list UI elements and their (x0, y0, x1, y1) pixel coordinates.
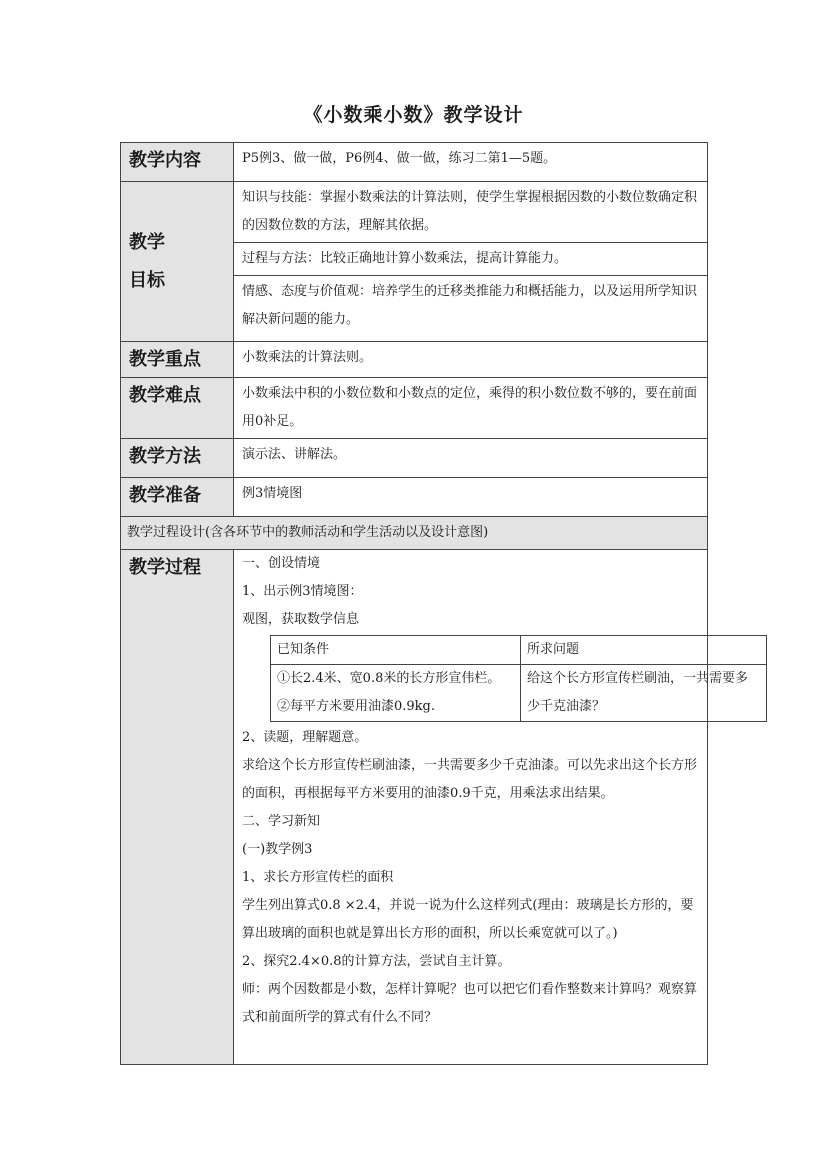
process-line-1: 一、创设情境 (242, 556, 321, 571)
process-line-9: 学生列出算式0.8 ×2.4，并说一说为什么这样列式(理由：玻璃是长方形的，要算出玻璃的面积也就是算出长方形的面积，所以长乘宽就可以了。) (242, 898, 694, 941)
row-focus (121, 342, 708, 378)
label-goals-line2: 目标 (129, 269, 165, 291)
process-line-4: 2、读题，理解题意。 (242, 730, 368, 745)
label-method: 教学方法 (121, 439, 234, 478)
process-content (234, 550, 749, 1065)
process-line-2: 1、出示例3情境图： (242, 584, 363, 599)
process-line-3: 观图，获取数学信息 (242, 612, 360, 627)
info-header-known: 已知条件 (271, 636, 521, 665)
difficulty-text: 小数乘法中积的小数位数和小数点的定位，乘得的积小数位数不够的，要在前面用0补足。 (234, 378, 708, 439)
process-line-5: 求给这个长方形宣传栏刷油漆，一共需要多少千克油漆。可以先求出这个长方形的面积，再根据每平方米要用的油漆0.9千克，用乘法求出结果。 (242, 758, 698, 801)
row-difficulty (121, 378, 708, 439)
info-known-cell (271, 665, 521, 722)
document-title: 《小数乘小数》教学设计 (303, 104, 524, 126)
known-item-2: ②每平方米要用油漆0.9kg. (277, 699, 436, 714)
process-line-7: (一)教学例3 (242, 842, 313, 857)
row-goals-knowledge (121, 182, 708, 243)
row-content (121, 143, 708, 182)
method-text: 演示法、讲解法。 (234, 439, 708, 478)
label-process: 教学过程 (121, 550, 234, 1065)
content-text: P5例3、做一做，P6例4、做一做，练习二第1—5题。 (234, 143, 708, 182)
goals-knowledge: 知识与技能：掌握小数乘法的计算法则，使学生掌握根据因数的小数位数确定积的因数位数的方法，理解其依据。 (234, 182, 708, 243)
process-line-11: 师：两个因数都是小数，怎样计算呢？也可以把它们看作整数来计算吗？观察算式和前面所学的算式有什么不同？ (242, 982, 698, 1025)
label-difficulty: 教学难点 (121, 378, 234, 439)
design-note: 教学过程设计(含各环节中的教师活动和学生活动以及设计意图) (121, 517, 708, 550)
info-header-question: 所求问题 (521, 636, 767, 665)
row-design-note (121, 517, 708, 550)
process-line-10: 2、探究2.4×0.8的计算方法，尝试自主计算。 (242, 954, 511, 969)
goals-emotion: 情感、态度与价值观：培养学生的迁移类推能力和概括能力，以及运用所学知识解决新问题的能力。 (234, 276, 708, 342)
info-table (270, 635, 767, 722)
goals-process: 过程与方法：比较正确地计算小数乘法，提高计算能力。 (234, 243, 708, 276)
label-prep: 教学准备 (121, 478, 234, 517)
info-question-cell: 给这个长方形宣传栏刷油，一共需要多少千克油漆？ (521, 665, 767, 722)
focus-text: 小数乘法的计算法则。 (234, 342, 708, 378)
row-method (121, 439, 708, 478)
row-prep (121, 478, 708, 517)
lesson-plan-table (120, 142, 749, 1065)
label-goals (121, 182, 234, 342)
row-process (121, 550, 708, 1065)
process-line-6: 二、学习新知 (242, 814, 321, 829)
prep-text: 例3情境图 (234, 478, 708, 517)
label-focus: 教学重点 (121, 342, 234, 378)
process-line-8: 1、求长方形宣传栏的面积 (242, 870, 394, 885)
known-item-1: ①长2.4米、宽0.8米的长方形宣伟栏。 (277, 671, 501, 686)
label-content: 教学内容 (121, 143, 234, 182)
label-goals-line1: 教学 (129, 231, 165, 253)
